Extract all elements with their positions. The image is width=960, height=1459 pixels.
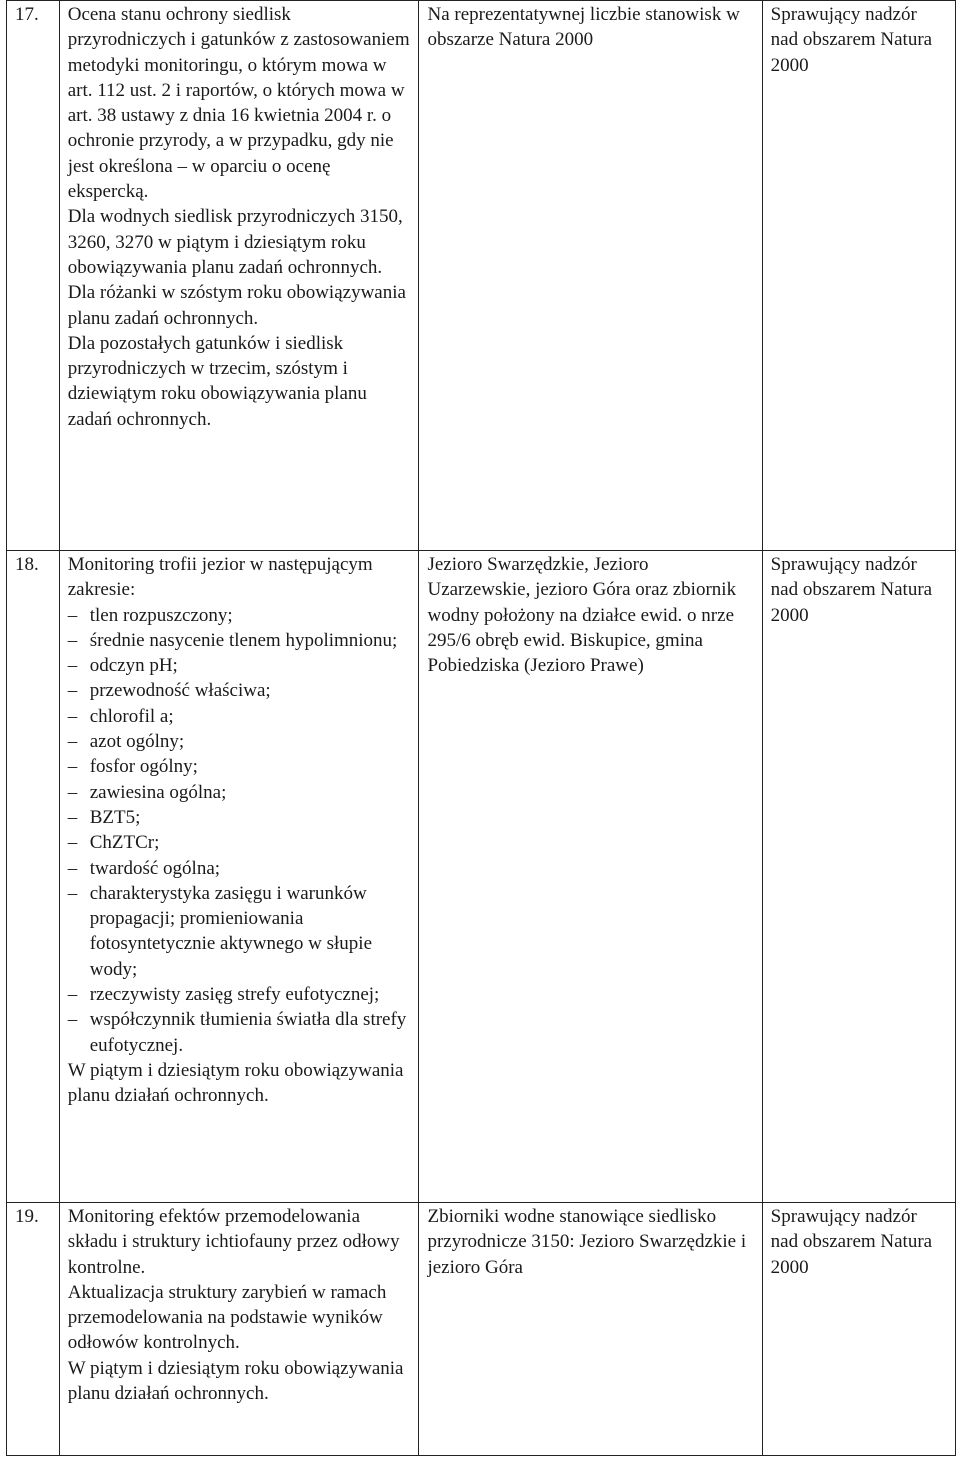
list-item: – średnie nasycenie tlenem hypolimnionu;	[68, 628, 411, 653]
list-item: – azot ogólny;	[68, 729, 411, 754]
description-paragraph: Dla różanki w szóstym roku obowiązywania planu zadań ochronnych.	[67, 282, 406, 329]
parameter-list	[68, 603, 411, 1058]
row-description	[59, 1, 419, 551]
row-place: Na reprezentatywnej liczbie stanowisk w obszarze Natura 2000	[419, 1, 762, 551]
list-item: – przewodność właściwa;	[68, 678, 411, 703]
row-description	[59, 1203, 419, 1456]
row-number: 18.	[7, 551, 60, 1203]
list-item: – chlorofil a;	[68, 704, 411, 729]
row-responsible: Sprawujący nadzór nad obszarem Natura 2000	[762, 1203, 955, 1456]
list-item: – zawiesina ogólna;	[68, 780, 411, 805]
table-row	[7, 1, 956, 551]
row-number: 19.	[7, 1203, 60, 1456]
description-intro: Monitoring trofii jezior w następującym zakresie:	[67, 554, 373, 601]
row-place: Jezioro Swarzędzkie, Jezioro Uzarzewskie, jezioro Góra oraz zbiornik wodny położony na działce ewid. o nrze 295/6 obręb ewid. Biskupice, gmina Pobiedziska (Jezioro Prawe)	[419, 551, 762, 1203]
list-item: – charakterystyka zasięgu i warunków propagacji; promieniowania fotosyntetycznie aktywnego w słupie wody;	[68, 881, 411, 982]
list-item: – ChZTCr;	[68, 830, 411, 855]
row-responsible: Sprawujący nadzór nad obszarem Natura 2000	[762, 1, 955, 551]
list-item: – twardość ogólna;	[68, 856, 411, 881]
description-paragraph: W piątym i dziesiątym roku obowiązywania planu działań ochronnych.	[67, 1357, 404, 1405]
description-paragraph: Dla wodnych siedlisk przyrodniczych 3150, 3260, 3270 w piątym i dziesiątym roku obowiązywania planu zadań ochronnych.	[67, 206, 403, 278]
list-item: – rzeczywisty zasięg strefy eufotycznej;	[68, 982, 411, 1007]
list-item: – odczyn pH;	[68, 653, 411, 678]
list-item: – BZT5;	[68, 805, 411, 830]
row-place: Zbiorniki wodne stanowiące siedlisko przyrodnicze 3150: Jezioro Swarzędzkie i jezioro Góra	[419, 1203, 762, 1456]
list-item: – fosfor ogólny;	[68, 754, 411, 779]
row-number: 17.	[7, 1, 60, 551]
description-paragraph: Monitoring efektów przemodelowania składu i struktury ichtiofauny przez odłowy kontrolne.	[67, 1206, 400, 1278]
measures-table	[6, 0, 956, 1456]
description-paragraph: Aktualizacja struktury zarybień w ramach przemodelowania na podstawie wyników odłowów kontrolnych.	[67, 1281, 387, 1354]
table-row	[7, 1203, 956, 1456]
row-responsible: Sprawujący nadzór nad obszarem Natura 2000	[762, 551, 955, 1203]
list-item: – współczynnik tłumienia światła dla strefy eufotycznej.	[68, 1007, 411, 1058]
description-paragraph: Ocena stanu ochrony siedlisk przyrodniczych i gatunków z zastosowaniem metodyki monitoringu, o którym mowa w art. 112 ust. 2 i raportów, o których mowa w art. 38 ustawy z dnia 16 kwietnia 2004 r. o ochronie przyrody, a w przypadku, gdy nie jest określona – w oparciu o ocenę ekspercką.	[67, 4, 410, 203]
table-row	[7, 551, 956, 1203]
description-paragraph: Dla pozostałych gatunków i siedlisk przyrodniczych w trzecim, szóstym i dziewiątym roku obowiązywania planu zadań ochronnych.	[67, 332, 367, 430]
row-description	[59, 551, 419, 1203]
list-item: – tlen rozpuszczony;	[68, 603, 411, 628]
description-closing: W piątym i dziesiątym roku obowiązywania planu działań ochronnych.	[67, 1059, 404, 1107]
